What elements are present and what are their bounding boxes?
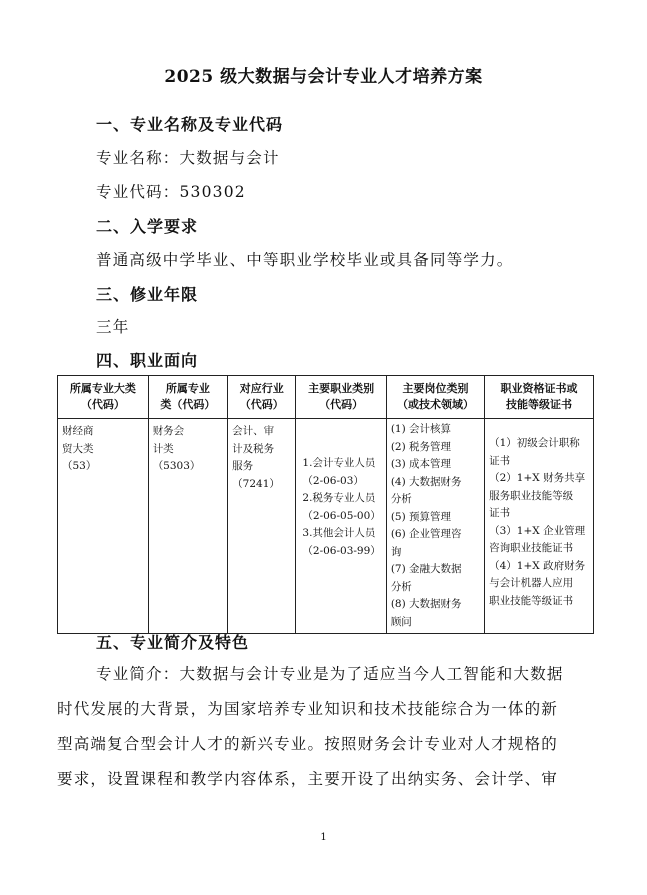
section-3-heading: 三、修业年限 <box>96 285 199 304</box>
table-cell-line: 询 <box>390 545 402 558</box>
table-cell-line: 证书 <box>489 507 511 519</box>
table-cell-line: （2-06-05-00） <box>302 509 381 522</box>
table-cell-line: 1.会计专业人员 <box>302 457 376 469</box>
table-cell-line: （2-06-03-99） <box>302 544 381 557</box>
table-cell-line: (5) 预算管理 <box>390 510 452 523</box>
major-name: 专业名称：大数据与会计 <box>96 149 280 167</box>
header-major-category: 所属专业大类 （代码） <box>58 376 149 419</box>
table-cell-line: 服务职业技能等级 <box>489 489 574 502</box>
document-title: 2025 级大数据与会计专业人才培养方案 <box>164 67 483 87</box>
table-cell-line: 分析 <box>390 580 412 593</box>
cell-major-category <box>58 419 149 634</box>
table-cell-line: 计及税务 <box>232 442 275 455</box>
cell-major-class <box>148 419 227 634</box>
header-certificate: 职业资格证书或 技能等级证书 <box>485 376 594 419</box>
header-industry: 对应行业 （代码） <box>228 376 296 419</box>
study-duration: 三年 <box>96 318 130 336</box>
table-cell-line: （3）1+X 企业管理 <box>489 524 586 537</box>
table-cell-line: （53） <box>62 460 97 472</box>
table-cell-line: 证书 <box>489 454 511 467</box>
intro-line-3: 型高端复合型会计人才的新兴专业。按照财务会计专业对人才规格的 <box>57 735 559 753</box>
cell-industry <box>228 419 296 634</box>
table-cell-line: （5303） <box>152 460 201 472</box>
table-cell-line: 咨询职业技能证书 <box>489 542 574 554</box>
table-cell-line: 分析 <box>390 493 412 505</box>
intro-line-4: 要求，设置课程和教学内容体系，主要开设了出纳实务、会计学、审 <box>57 770 559 788</box>
table-cell-line: （1）初级会计职称 <box>489 437 580 449</box>
table-header-row <box>58 376 594 419</box>
table-cell-line: (4) 大数据财务 <box>390 475 462 488</box>
table-cell-line: (2) 税务管理 <box>390 440 452 453</box>
table-cell-line: 会计、审 <box>232 425 275 437</box>
table-cell-line: 服务 <box>232 460 254 472</box>
cell-certificate <box>485 419 594 634</box>
admission-requirement: 普通高级中学毕业、中等职业学校毕业或具备同等学力。 <box>96 251 514 269</box>
table-cell-line: 3.其他会计人员 <box>302 527 376 539</box>
table-cell-line: (6) 企业管理咨 <box>390 528 462 540</box>
table-cell-line: （2-06-03） <box>302 474 364 487</box>
table-cell-line: 职业技能等级证书 <box>489 594 574 607</box>
section-5-heading: 五、专业简介及特色 <box>96 633 250 652</box>
table-cell-line: （4）1+X 政府财务 <box>489 559 586 572</box>
table-cell-line: 顾问 <box>390 615 412 628</box>
table-cell-line: 与会计机器人应用 <box>489 577 574 589</box>
section-4-heading: 四、职业面向 <box>96 351 199 370</box>
table-cell-line: 贸大类 <box>62 442 94 455</box>
occupation-table <box>57 375 594 634</box>
section-2-heading: 二、入学要求 <box>96 217 199 236</box>
header-major-class: 所属专业 类（代码） <box>148 376 227 419</box>
header-position: 主要岗位类别 （或技术领域） <box>386 376 484 419</box>
table-cell-line: (7) 金融大数据 <box>390 563 462 575</box>
section-1-heading: 一、专业名称及专业代码 <box>96 115 284 134</box>
table-row <box>58 419 594 634</box>
table-cell-line: （7241） <box>232 477 280 490</box>
cell-occupation <box>296 419 386 634</box>
table-cell-line: （2）1+X 财务共享 <box>489 472 586 484</box>
header-occupation: 主要职业类别 （代码） <box>296 376 386 419</box>
table-cell-line: 财经商 <box>62 425 94 437</box>
page-number: 1 <box>320 832 327 843</box>
major-code: 专业代码：530302 <box>96 183 246 201</box>
table-cell-line: 计类 <box>152 442 174 455</box>
cell-position <box>386 419 484 634</box>
table-cell-line: (1) 会计核算 <box>390 423 452 435</box>
table-cell-line: (3) 成本管理 <box>390 458 452 470</box>
table-cell-line: 2.税务专业人员 <box>302 492 376 504</box>
table-cell-line: (8) 大数据财务 <box>390 598 462 610</box>
intro-line-2: 时代发展的大背景，为国家培养专业知识和技术技能综合为一体的新 <box>57 700 559 718</box>
table-cell-line: 财务会 <box>152 425 185 437</box>
intro-line-1: 专业简介：大数据与会计专业是为了适应当今人工智能和大数据 <box>96 665 564 683</box>
